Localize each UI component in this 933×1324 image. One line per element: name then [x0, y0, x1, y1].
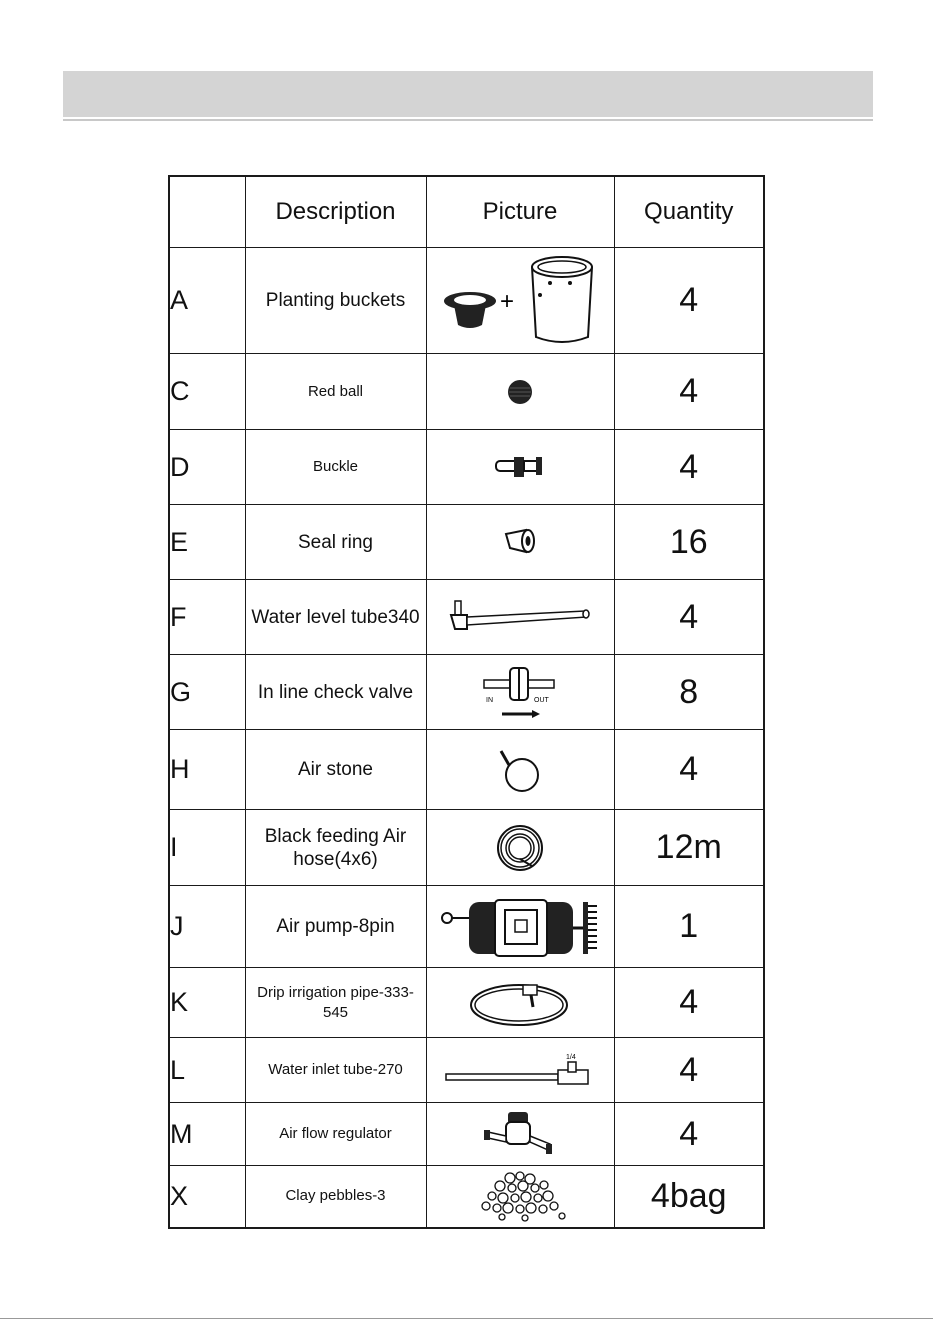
part-description: Black feeding Air hose(4x6) [245, 810, 426, 886]
header-picture: Picture [426, 176, 614, 248]
part-picture [426, 968, 614, 1038]
table-row [169, 655, 764, 730]
part-picture [426, 430, 614, 505]
part-quantity: 4 [614, 354, 764, 430]
part-code: A [169, 248, 245, 354]
buckle-icon [490, 449, 550, 485]
part-picture [426, 1166, 614, 1228]
fitting-size-label: 1/4 [566, 1054, 576, 1061]
part-description: Water level tube340 [245, 580, 426, 655]
part-picture [426, 505, 614, 580]
part-description: Air stone [245, 730, 426, 810]
part-code: X [169, 1166, 245, 1228]
part-description: Seal ring [245, 505, 426, 580]
part-description: Water inlet tube-270 [245, 1038, 426, 1103]
part-description: Air pump-8pin [245, 886, 426, 968]
part-quantity: 4 [614, 730, 764, 810]
air-hose-coil-icon [492, 820, 548, 876]
header-divider [63, 119, 873, 121]
table-row [169, 505, 764, 580]
table-row [169, 430, 764, 505]
part-picture [426, 354, 614, 430]
drip-pipe-ring-icon [465, 977, 575, 1029]
part-picture [426, 248, 614, 354]
part-description: Red ball [245, 354, 426, 430]
part-quantity: 16 [614, 505, 764, 580]
clay-pebbles-icon [470, 1168, 570, 1224]
part-quantity: 4bag [614, 1166, 764, 1228]
air-pump-icon [435, 892, 605, 962]
table-row [169, 968, 764, 1038]
part-quantity: 4 [614, 1038, 764, 1103]
part-quantity: 4 [614, 1103, 764, 1166]
part-quantity: 4 [614, 430, 764, 505]
part-picture [426, 810, 614, 886]
table-row [169, 248, 764, 354]
air-flow-regulator-icon [480, 1106, 560, 1162]
part-description: Drip irrigation pipe-333-545 [245, 968, 426, 1038]
seal-ring-icon [500, 526, 540, 558]
part-code: G [169, 655, 245, 730]
valve-in-label: IN [486, 697, 493, 704]
check-valve-icon [480, 662, 560, 722]
table-row [169, 730, 764, 810]
part-code: K [169, 968, 245, 1038]
part-code: F [169, 580, 245, 655]
part-quantity: 4 [614, 968, 764, 1038]
header-description: Description [245, 176, 426, 248]
part-description: Air flow regulator [245, 1103, 426, 1166]
water-level-tube-icon [445, 595, 595, 639]
part-picture [426, 1103, 614, 1166]
part-code: E [169, 505, 245, 580]
table-row [169, 354, 764, 430]
header-quantity: Quantity [614, 176, 764, 248]
table-row [169, 810, 764, 886]
water-inlet-tube-icon [440, 1050, 600, 1090]
table-row [169, 1103, 764, 1166]
valve-out-label: OUT [534, 697, 549, 704]
part-code: C [169, 354, 245, 430]
svg-text:+: + [500, 287, 515, 315]
part-description: Buckle [245, 430, 426, 505]
part-quantity: 12m [614, 810, 764, 886]
part-quantity: 4 [614, 248, 764, 354]
part-picture [426, 580, 614, 655]
part-picture [426, 730, 614, 810]
table-row [169, 1038, 764, 1103]
part-description: Clay pebbles-3 [245, 1166, 426, 1228]
parts-table [168, 175, 765, 1229]
part-code: I [169, 810, 245, 886]
part-picture [426, 1038, 614, 1103]
planting-bucket-icon [440, 253, 600, 349]
part-code: M [169, 1103, 245, 1166]
red-ball-icon [500, 372, 540, 412]
part-picture [426, 886, 614, 968]
page-bottom-rule [0, 1318, 933, 1319]
header-code [169, 176, 245, 248]
air-stone-icon [495, 745, 545, 795]
part-quantity: 8 [614, 655, 764, 730]
part-code: D [169, 430, 245, 505]
part-code: H [169, 730, 245, 810]
part-quantity: 4 [614, 580, 764, 655]
table-row [169, 1166, 764, 1228]
table-row [169, 886, 764, 968]
table-row [169, 580, 764, 655]
part-quantity: 1 [614, 886, 764, 968]
header-band [63, 71, 873, 117]
table-header-row [169, 176, 764, 248]
part-picture [426, 655, 614, 730]
part-code: J [169, 886, 245, 968]
part-code: L [169, 1038, 245, 1103]
part-description: In line check valve [245, 655, 426, 730]
part-description: Planting buckets [245, 248, 426, 354]
